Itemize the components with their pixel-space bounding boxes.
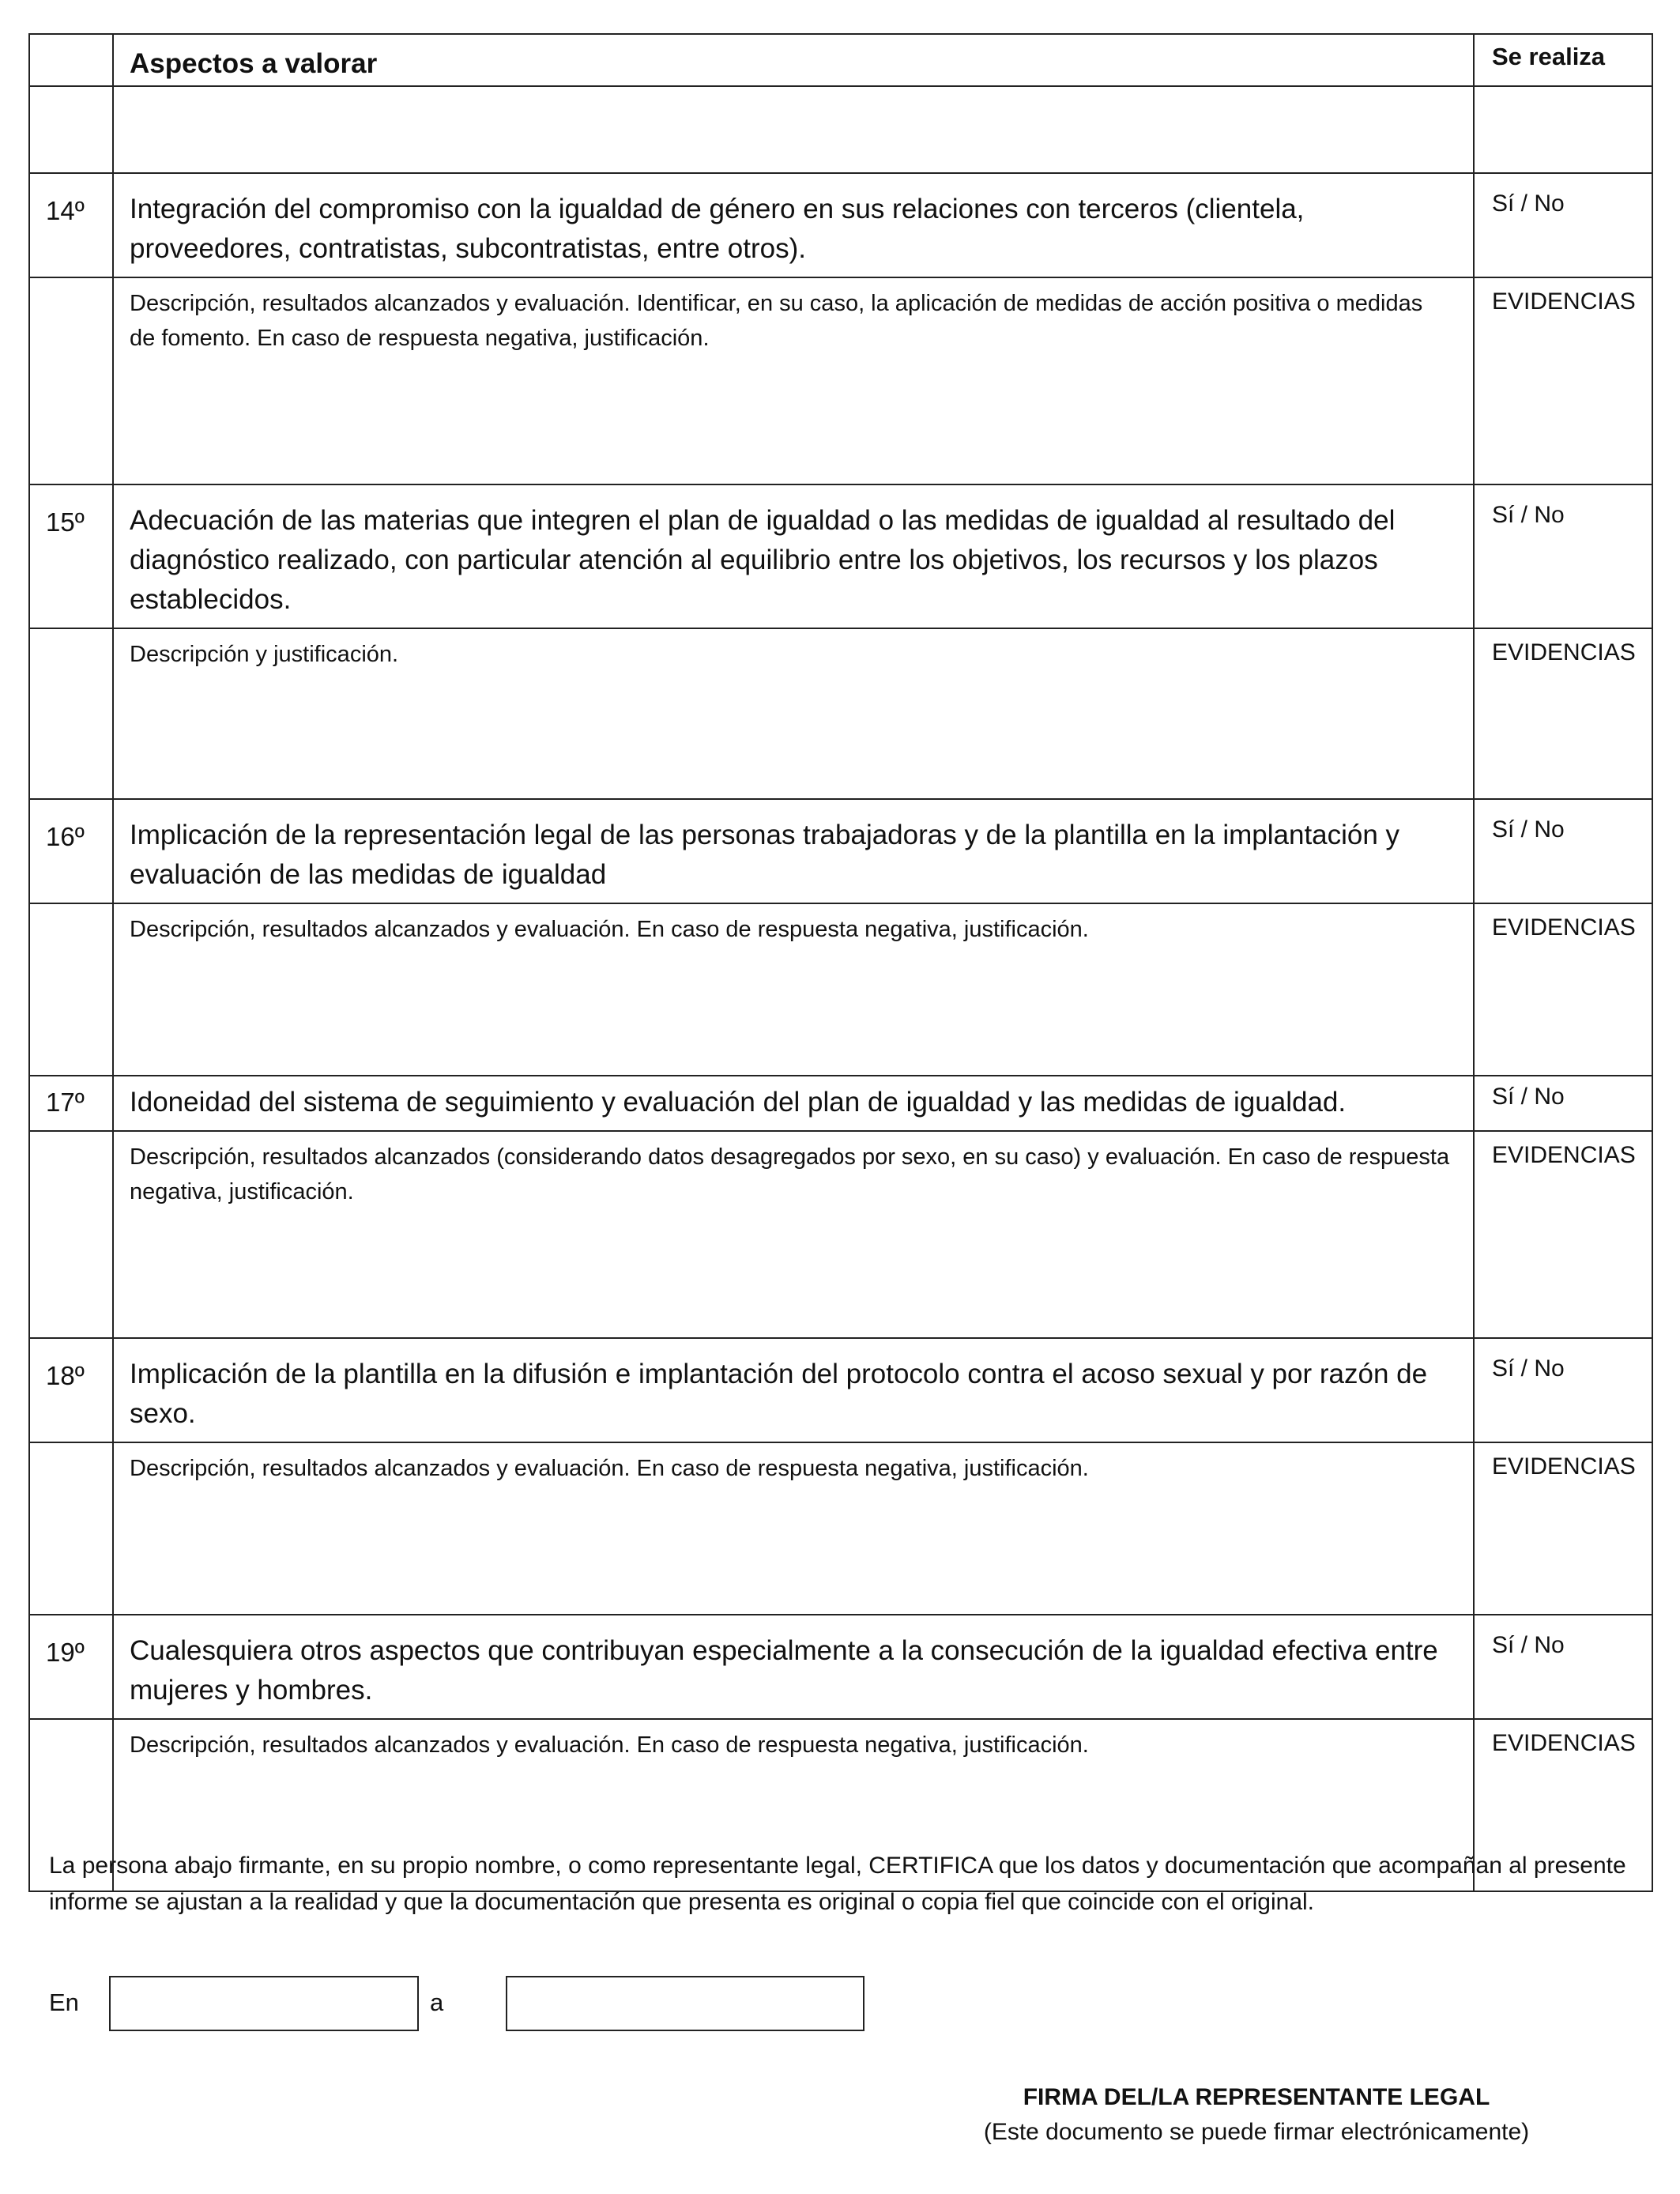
detail-text: Descripción, resultados alcanzados y evaluación. En caso de respuesta negativa, justificación. — [130, 1456, 1089, 1481]
signature-note: (Este documento se puede firmar electrónicamente) — [983, 2119, 1530, 2145]
certification-text: La persona abajo firmante, en su propio nombre, o como representante legal, CERTIFICA que los datos y documentación que acompañan al presente informe se ajustan a la realidad y que la documentación que presenta es original o copia fiel que coincide con el original. — [49, 1853, 1626, 1915]
detail-text: Descripción, resultados alcanzados y evaluación. Identificar, en su caso, la aplicación de medidas de acción positiva o medidas de fomento. En caso de respuesta negativa, justificación. — [130, 291, 1423, 351]
evidence-cell[interactable] — [1474, 903, 1652, 1076]
date-label: a — [430, 1989, 444, 2016]
detail-cell[interactable] — [113, 1131, 1474, 1338]
answer-cell[interactable] — [1474, 799, 1652, 903]
aspect-row — [29, 799, 1652, 903]
signature-title: FIRMA DEL/LA REPRESENTANTE LEGAL — [1023, 2084, 1490, 2110]
blank-cell[interactable] — [113, 86, 1474, 173]
answer-label: Sí / No — [1492, 190, 1565, 217]
table-header-row — [29, 34, 1652, 86]
header-value-cell — [1474, 34, 1652, 86]
aspect-number: 16º — [46, 822, 85, 851]
evidence-cell[interactable] — [1474, 1442, 1652, 1615]
answer-cell[interactable] — [1474, 173, 1652, 277]
detail-text: Descripción, resultados alcanzados (considerando datos desagregados por sexo, en su caso) y evaluación. En caso de respuesta negativa, justificación. — [130, 1144, 1450, 1204]
aspect-row — [29, 1338, 1652, 1442]
evidence-label: EVIDENCIAS — [1492, 639, 1636, 665]
aspect-text: Adecuación de las materias que integren el plan de igualdad o las medidas de igualdad al resultado del diagnóstico realizado, con particular atención al equilibrio entre los objetivos, los recursos y los plazos establecidos. — [130, 505, 1396, 615]
aspect-number: 14º — [46, 196, 85, 225]
aspect-number: 18º — [46, 1361, 85, 1390]
detail-row — [29, 1131, 1652, 1338]
aspect-row — [29, 1615, 1652, 1719]
answer-label: Sí / No — [1492, 502, 1565, 528]
answer-cell[interactable] — [1474, 484, 1652, 628]
blank-row — [29, 86, 1652, 173]
answer-label: Sí / No — [1492, 816, 1565, 843]
answer-cell[interactable] — [1474, 1615, 1652, 1719]
date-field[interactable] — [506, 1976, 864, 2031]
header-aspect-cell — [113, 34, 1474, 86]
evidence-cell[interactable] — [1474, 1131, 1652, 1338]
answer-label: Sí / No — [1492, 1632, 1565, 1658]
detail-cell[interactable] — [113, 277, 1474, 484]
evidence-label: EVIDENCIAS — [1492, 914, 1636, 941]
evidence-label: EVIDENCIAS — [1492, 1453, 1636, 1480]
evidence-label: EVIDENCIAS — [1492, 1142, 1636, 1168]
evaluation-form — [28, 33, 1653, 1892]
blank-cell[interactable] — [1474, 86, 1652, 173]
evidence-cell[interactable] — [1474, 277, 1652, 484]
place-field[interactable] — [109, 1976, 419, 2031]
detail-text: Descripción, resultados alcanzados y evaluación. En caso de respuesta negativa, justificación. — [130, 1732, 1089, 1758]
detail-row — [29, 628, 1652, 799]
evaluation-table — [28, 33, 1653, 1892]
place-label: En — [49, 1989, 79, 2016]
detail-row — [29, 903, 1652, 1076]
evidence-label: EVIDENCIAS — [1492, 288, 1636, 315]
header-value-label: Se realiza — [1492, 43, 1606, 70]
aspect-text: Implicación de la representación legal de las personas trabajadoras y de la plantilla en la implantación y evaluación de las medidas de igualdad — [130, 820, 1400, 890]
evidence-label: EVIDENCIAS — [1492, 1730, 1636, 1756]
aspect-row — [29, 1076, 1652, 1131]
detail-text: Descripción, resultados alcanzados y evaluación. En caso de respuesta negativa, justificación. — [130, 917, 1089, 942]
evidence-cell[interactable] — [1474, 628, 1652, 799]
aspect-number: 15º — [46, 507, 85, 537]
header-number-cell — [29, 34, 113, 86]
aspect-number: 17º — [46, 1088, 85, 1117]
aspect-row — [29, 484, 1652, 628]
aspect-row — [29, 173, 1652, 277]
detail-row — [29, 277, 1652, 484]
answer-label: Sí / No — [1492, 1084, 1565, 1110]
answer-cell[interactable] — [1474, 1338, 1652, 1442]
aspect-number: 19º — [46, 1638, 85, 1667]
aspect-text: Cualesquiera otros aspectos que contribuyan especialmente a la consecución de la igualdad efectiva entre mujeres y hombres. — [130, 1635, 1438, 1706]
detail-cell[interactable] — [113, 903, 1474, 1076]
aspect-text: Implicación de la plantilla en la difusión e implantación del protocolo contra el acoso sexual y por razón de sexo. — [130, 1359, 1428, 1429]
signature-block — [861, 2080, 1652, 2150]
aspect-text: Integración del compromiso con la igualdad de género en sus relaciones con terceros (clientela, proveedores, contratistas, subcontratistas, entre otros). — [130, 194, 1305, 264]
answer-cell[interactable] — [1474, 1076, 1652, 1131]
detail-text: Descripción y justificación. — [130, 642, 399, 667]
header-aspect-label: Aspectos a valorar — [130, 48, 378, 79]
aspect-text: Idoneidad del sistema de seguimiento y evaluación del plan de igualdad y las medidas de igualdad. — [130, 1087, 1347, 1118]
detail-cell[interactable] — [113, 1442, 1474, 1615]
detail-row — [29, 1442, 1652, 1615]
answer-label: Sí / No — [1492, 1355, 1565, 1382]
place-date-row — [49, 1976, 918, 2031]
detail-cell[interactable] — [113, 628, 1474, 799]
blank-cell — [29, 86, 113, 173]
